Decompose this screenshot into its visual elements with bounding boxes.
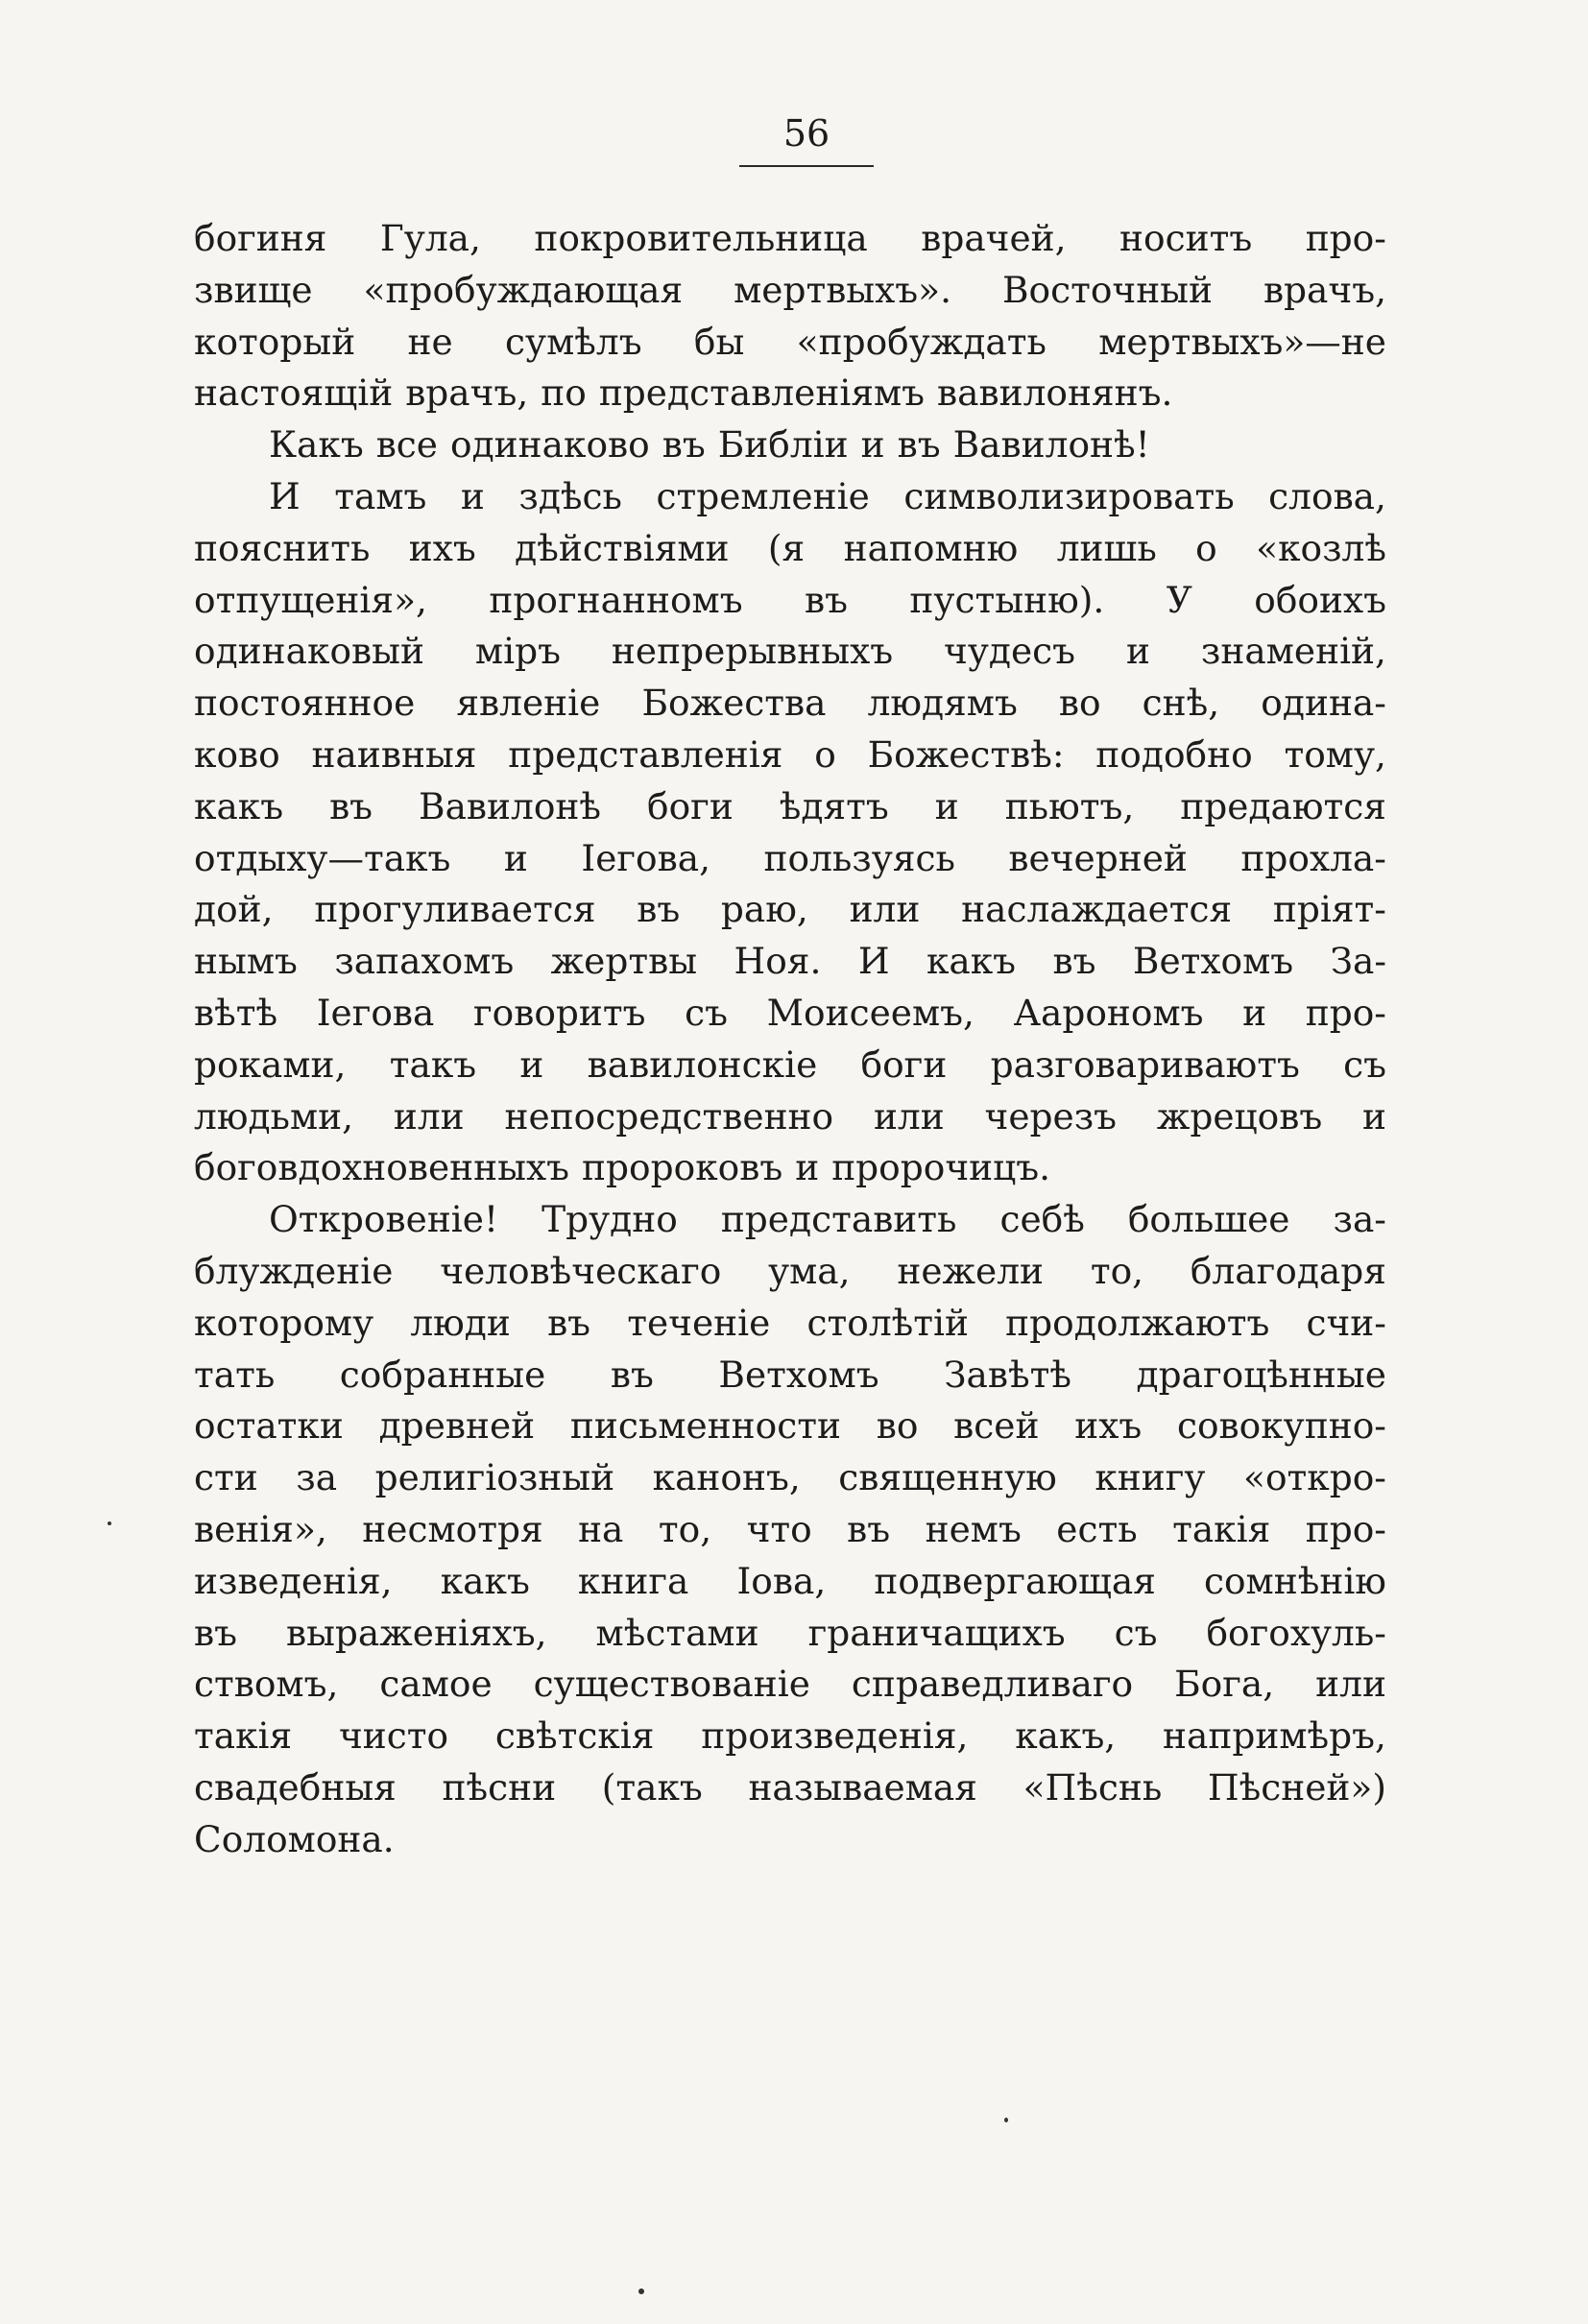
text-line: изведенія, какъ книга Іова, подвергающая сомнѣнію (194, 1559, 1386, 1602)
text-line: И тамъ и здѣсь стремленіе символизировать слова, (269, 474, 1386, 517)
text-line: настоящій врачъ, по представленіямъ вавилонянъ. (194, 371, 1173, 415)
text-line: богиня Гула, покровительница врачей, носитъ про- (194, 217, 1386, 259)
text-line: такія чисто свѣтскія произведенія, какъ, напримѣръ, (194, 1714, 1386, 1758)
paragraph (194, 1194, 1386, 1865)
text-line: Откровеніе! Трудно представить себѣ большее за- (269, 1198, 1386, 1241)
text-line: Какъ все одинаково въ Библіи и въ Вавилонѣ! (269, 423, 1150, 467)
page-number: 56 (782, 112, 830, 155)
body-text (194, 213, 1386, 1866)
text-line: который не сумѣлъ бы «пробуждать мертвыхъ»—не (194, 320, 1386, 363)
text-line: какъ въ Вавилонѣ боги ѣдятъ и пьютъ, предаются (194, 784, 1386, 827)
paragraph (194, 213, 1386, 419)
paragraph (194, 419, 1386, 471)
text-line: вѣтѣ Іегова говоритъ съ Моисеемъ, Аарономъ и про- (194, 991, 1386, 1034)
text-line: венія», несмотря на то, что въ немъ есть такія про- (194, 1507, 1386, 1550)
text-line: отдыху—такъ и Іегова, пользуясь вечерней прохла- (194, 836, 1386, 879)
text-line: дой, прогуливается въ раю, или наслаждается пріят- (194, 888, 1386, 931)
paragraph (194, 471, 1386, 1194)
text-line: свадебныя пѣсни (такъ называемая «Пѣснь Пѣсней») (194, 1765, 1386, 1809)
text-line: которому люди въ теченіе столѣтій продолжаютъ счи- (194, 1301, 1386, 1344)
text-line: остатки древней письменности во всей ихъ совокупно- (194, 1404, 1386, 1448)
print-speck (1004, 2118, 1008, 2122)
text-line: тать собранные въ Ветхомъ Завѣтѣ драгоцѣнные (194, 1353, 1386, 1396)
print-speck (638, 2288, 644, 2294)
text-line: Соломона. (194, 1817, 395, 1860)
text-line: пояснить ихъ дѣйствіями (я напомню лишь о «козлѣ (194, 526, 1386, 569)
text-line: отпущенія», прогнанномъ въ пустыню). У обоихъ (194, 578, 1386, 621)
text-line: ствомъ, самое существованіе справедливаго Бога, или (194, 1663, 1386, 1706)
text-line: постоянное явленіе Божества людямъ во снѣ, одина- (194, 682, 1386, 725)
text-line: одинаковый міръ непрерывныхъ чудесъ и знаменій, (194, 630, 1386, 673)
page-number-rule (739, 165, 874, 167)
text-line: боговдохновенныхъ пророковъ и пророчицъ. (194, 1146, 1051, 1189)
text-line: роками, такъ и вавилонскіе боги разговариваютъ съ (194, 1042, 1386, 1086)
print-speck (108, 1521, 111, 1525)
text-line: сти за религіозный канонъ, священную книгу «откро- (194, 1456, 1386, 1499)
text-line: людьми, или непосредственно или черезъ жрецовъ и (194, 1094, 1386, 1138)
text-line: нымъ запахомъ жертвы Ноя. И какъ въ Ветхомъ За- (194, 940, 1386, 983)
text-line: ково наивныя представленія о Божествѣ: подобно тому, (194, 732, 1386, 776)
text-line: блужденіе человѣческаго ума, нежели то, благодаря (194, 1249, 1386, 1292)
text-line: въ выраженіяхъ, мѣстами граничащихъ съ богохуль- (194, 1611, 1386, 1654)
text-line: звище «пробуждающая мертвыхъ». Восточный врачъ, (194, 268, 1386, 311)
